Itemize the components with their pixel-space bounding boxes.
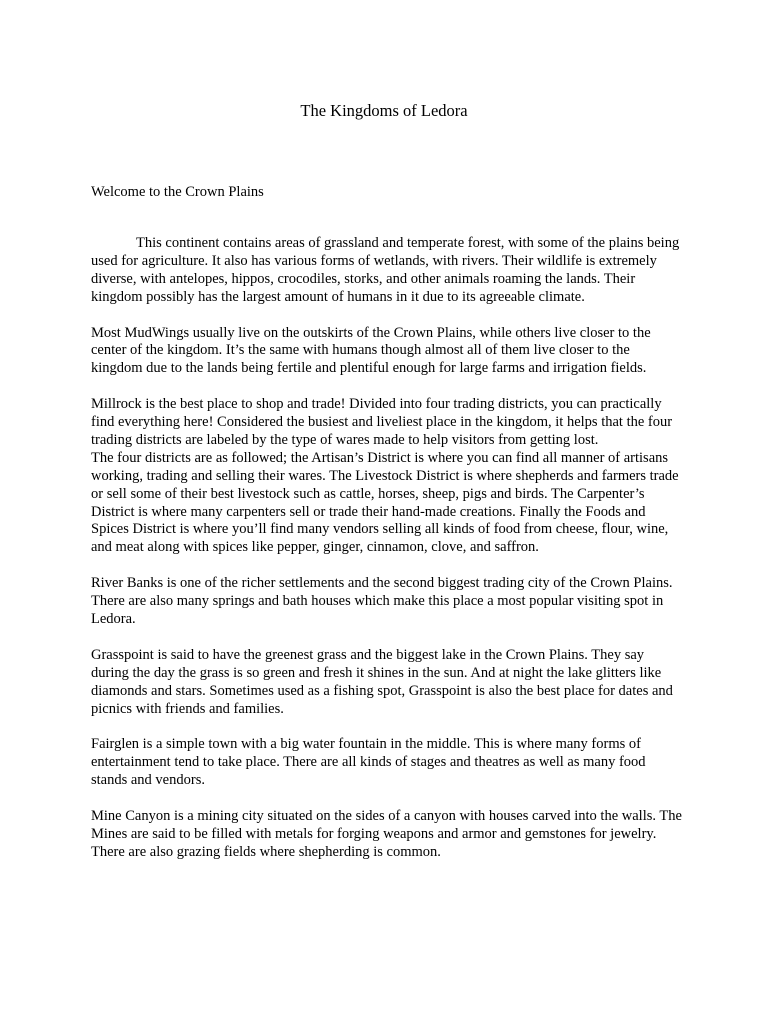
paragraph-mine-canyon: Mine Canyon is a mining city situated on the sides of a canyon with houses carved into the walls. The Mines are said to be filled with metals for forging weapons and armor and gemstones for jewelry. There are also grazing fields where shepherding is common. <box>91 807 682 860</box>
document-body <box>91 235 683 862</box>
paragraph-continent: This continent contains areas of grassland and temperate forest, with some of the plains being used for agriculture. It also has various forms of wetlands, with rivers. Their wildlife is extremely diverse, with antelopes, hippos, crocodiles, storks, and other animals roaming the lands. Their kingdom possibly has the largest amount of humans in it due to its agreeable climate. <box>91 235 680 305</box>
paragraph-millrock: Millrock is the best place to shop and trade! Divided into four trading districts, you can practically find everything here! Considered the busiest and liveliest place in the kingdom, it helps that the four trading districts are labeled by the type of wares made to help visitors from getting lost. <box>91 396 673 448</box>
document-subtitle: Welcome to the Crown Plains <box>91 184 264 200</box>
paragraph-mudwings: Most MudWings usually live on the outskirts of the Crown Plains, while others live closer to the center of the kingdom. It’s the same with humans though almost all of them live closer to the kingdom due to the lands being fertile and plentiful enough for large farms and irrigation fields. <box>91 324 651 377</box>
paragraph-fairglen: Fairglen is a simple town with a big water fountain in the middle. This is where many forms of entertainment tend to take place. There are all kinds of stages and theatres as well as many food stands and vendors. <box>91 736 646 789</box>
paragraph-river-banks: River Banks is one of the richer settlements and the second biggest trading city of the Crown Plains. There are also many springs and bath houses which make this place a most popular visiting spot in Ledora. <box>91 575 673 627</box>
paragraph-districts: The four districts are as followed; the Artisan’s District is where you can find all manner of artisans working, trading and selling their wares. The Livestock District is where shepherds and farmers trade or sell some of their best livestock such as cattle, horses, sheep, pigs and birds. The Carpenter’s District is where many carpenters sell or trade their hand-made creations. Finally the Foods and Spices District is where you’ll find many vendors selling all kinds of food from cheese, flour, wine, and meat along with spices like pepper, ginger, cinnamon, clove, and saffron. <box>91 449 679 556</box>
paragraph-grasspoint: Grasspoint is said to have the greenest grass and the biggest lake in the Crown Plains. They say during the day the grass is so green and fresh it shines in the sun. And at night the lake glitters like diamonds and stars. Sometimes used as a fishing spot, Grasspoint is also the best place for dates and picnics with friends and families. <box>91 646 673 717</box>
document-title: The Kingdoms of Ledora <box>300 101 468 120</box>
